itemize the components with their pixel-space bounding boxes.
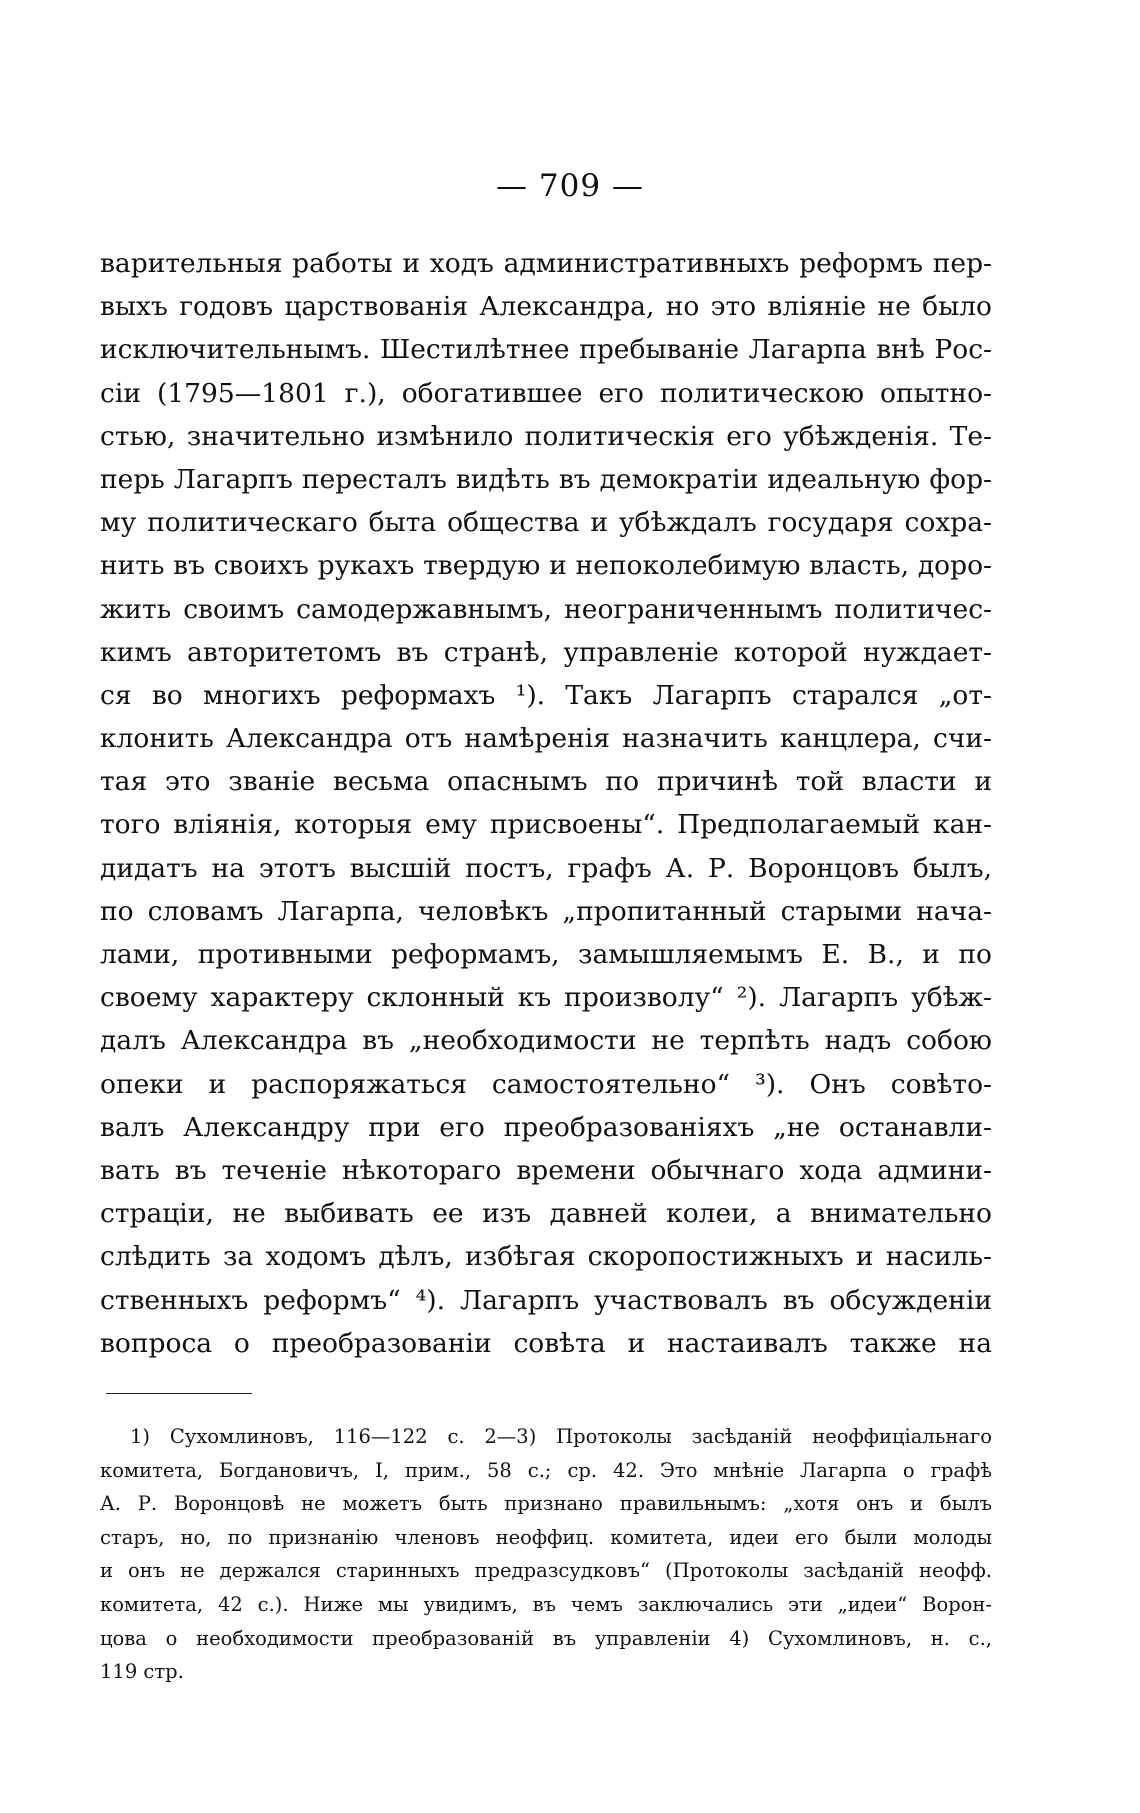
text-line: своему характеру склонный къ произволу“ ²). Лагарпъ убѣж- <box>100 982 992 1014</box>
text-line: ся во многихъ реформахъ ¹). Такъ Лагарпъ старался „от- <box>100 679 992 711</box>
footnote-line: комитета, Богдановичъ, I, прим., 58 с.; ср. 42. Это мнѣніе Лагарпа о графѣ <box>100 1458 992 1482</box>
text-line: страціи, не выбивать ее изъ давней колеи, а внимательно <box>100 1198 992 1230</box>
text-line: по словамъ Лагарпа, человѣкъ „пропитанный старыми нача- <box>100 895 992 927</box>
text-line: того вліянія, которыя ему присвоены“. Предполагаемый кан- <box>100 809 992 841</box>
text-line: далъ Александра въ „необходимости не терпѣть надъ собою <box>100 1025 992 1057</box>
footnote-line: цова о необходимости преобразованій въ управленіи 4) Сухомлиновъ, н. с., <box>100 1626 992 1650</box>
text-line: ственныхъ реформъ“ ⁴). Лагарпъ участвовалъ въ обсужденіи <box>100 1284 992 1316</box>
text-line: му политическаго быта общества и убѣждалъ государя сохра- <box>100 507 992 539</box>
text-line: кимъ авторитетомъ въ странѣ, управленіе которой нуждает- <box>100 636 992 668</box>
text-line: клонить Александра отъ намѣренія назначить канцлера, счи- <box>100 723 992 755</box>
footnote-line: А. Р. Воронцовѣ не можетъ быть признано правильнымъ: „хотя онъ и былъ <box>100 1492 992 1516</box>
text-line: вать въ теченіе нѣкотораго времени обычнаго хода админи- <box>100 1154 992 1186</box>
text-line: жить своимъ самодержавнымъ, неограниченнымъ политичес- <box>100 593 992 625</box>
text-line: вопроса о преобразованіи совѣта и настаивалъ также на <box>100 1327 992 1359</box>
text-line: выхъ годовъ царствованія Александра, но это вліяніе не было <box>100 291 992 323</box>
footnote-line: 1) Сухомлиновъ, 116—122 с. 2—3) Протоколы засѣданій неоффиціальнаго <box>130 1425 992 1448</box>
footnote-line: и онъ не держался старинныхъ предразсудковъ“ (Протоколы засѣданій неофф. <box>100 1559 992 1583</box>
footnote-divider <box>106 1393 252 1394</box>
main-text <box>100 242 992 1365</box>
text-line: лами, противными реформамъ, замышляемымъ Е. В., и по <box>100 939 992 970</box>
text-line: слѣдить за ходомъ дѣлъ, избѣгая скоропостижныхъ и насиль- <box>100 1241 992 1273</box>
text-line: исключительнымъ. Шестилѣтнее пребываніе Лагарпа внѣ Рос- <box>100 334 992 366</box>
text-line: сіи (1795—1801 г.), обогатившее его политическою опытно- <box>100 377 992 409</box>
text-line: нить въ своихъ рукахъ твердую и непоколебимую власть, доро- <box>100 550 992 582</box>
footnote-line: 119 стр. <box>100 1660 184 1684</box>
text-line: тая это званіе весьма опаснымъ по причинѣ той власти и <box>100 766 992 798</box>
text-line: перь Лагарпъ пересталъ видѣть въ демократіи идеальную фор- <box>100 463 992 495</box>
text-line: валъ Александру при его преобразованіяхъ „не останавли- <box>100 1111 992 1143</box>
text-line: опеки и распоряжаться самостоятельно“ ³). Онъ совѣто- <box>100 1068 992 1100</box>
text-line: стью, значительно измѣнило политическія его убѣжденія. Те- <box>100 420 992 452</box>
footnote-line: старъ, но, по признанію членовъ неоффиц. комитета, идеи его были молоды <box>100 1525 992 1549</box>
footnote-line: комитета, 42 с.). Ниже мы увидимъ, въ чемъ заключались эти „идеи“ Ворон- <box>100 1592 992 1616</box>
page-number: — 709 — <box>496 168 644 204</box>
footnotes <box>100 1420 992 1689</box>
text-line: варительныя работы и ходъ административныхъ реформъ пер- <box>100 248 992 279</box>
text-line: дидатъ на этотъ высшій постъ, графъ А. Р. Воронцовъ былъ, <box>100 852 992 884</box>
